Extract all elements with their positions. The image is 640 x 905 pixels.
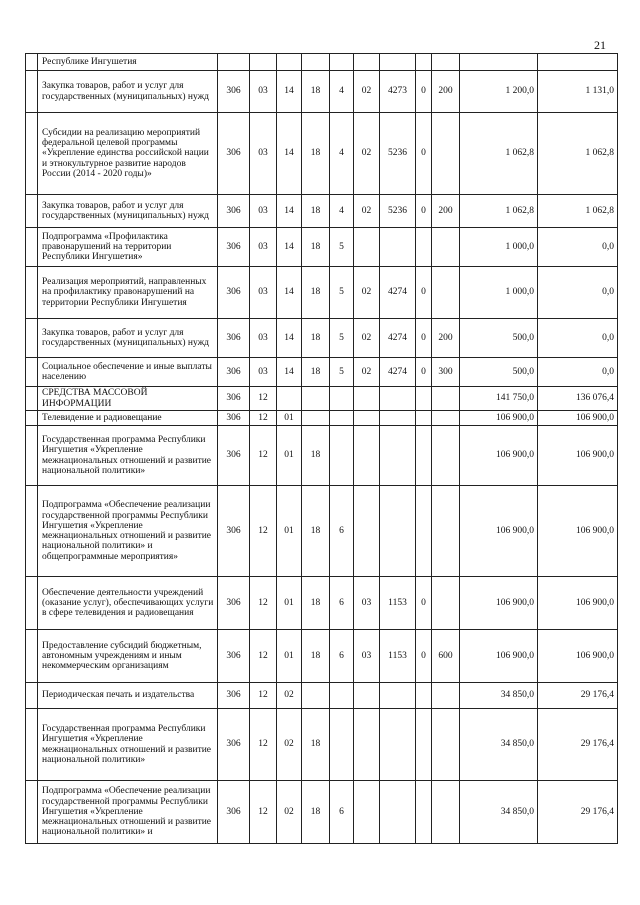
amount-planned-cell <box>460 54 538 71</box>
digit-cell: 0 <box>416 267 432 319</box>
event-cell <box>354 387 380 411</box>
digit-cell: 0 <box>416 113 432 195</box>
ministry-code-cell: 306 <box>218 630 250 683</box>
subprogram-cell: 5 <box>330 228 354 267</box>
section-cell: 12 <box>250 781 277 844</box>
row-index-cell <box>26 709 38 781</box>
section-cell: 03 <box>250 195 277 228</box>
ministry-code-cell: 306 <box>218 195 250 228</box>
row-name: Подпрограмма «Профилактика правонарушений на территории Республики Ингушетия» <box>38 228 218 267</box>
direction-cell <box>380 709 416 781</box>
subsection-cell: 14 <box>277 358 302 387</box>
row-name: Закупка товаров, работ и услуг для государственных (муниципальных) нужд <box>38 195 218 228</box>
direction-cell: 1153 <box>380 577 416 630</box>
expense-type-cell: 200 <box>432 71 460 113</box>
subprogram-cell: 5 <box>330 319 354 358</box>
table-row <box>26 630 618 683</box>
program-cell: 18 <box>302 358 330 387</box>
subprogram-cell: 5 <box>330 267 354 319</box>
subsection-cell <box>277 54 302 71</box>
direction-cell: 4274 <box>380 267 416 319</box>
subsection-cell: 01 <box>277 630 302 683</box>
amount-actual-cell: 1 062,8 <box>538 113 618 195</box>
subsection-cell <box>277 387 302 411</box>
expense-type-cell <box>432 228 460 267</box>
amount-actual-cell: 106 900,0 <box>538 630 618 683</box>
subprogram-cell <box>330 709 354 781</box>
subsection-cell: 01 <box>277 486 302 577</box>
direction-cell <box>380 781 416 844</box>
ministry-code-cell: 306 <box>218 411 250 426</box>
row-name: Подпрограмма «Обеспечение реализации государственной программы Республики Ингушетия «Укрепление межнациональных отношений и развитие национальной политики» и <box>38 781 218 844</box>
program-cell <box>302 683 330 709</box>
event-cell <box>354 486 380 577</box>
subsection-cell: 01 <box>277 577 302 630</box>
direction-cell: 1153 <box>380 630 416 683</box>
program-cell <box>302 54 330 71</box>
amount-planned-cell: 1 200,0 <box>460 71 538 113</box>
ministry-code-cell: 306 <box>218 577 250 630</box>
section-cell <box>250 54 277 71</box>
digit-cell: 0 <box>416 358 432 387</box>
section-cell: 12 <box>250 411 277 426</box>
row-index-cell <box>26 195 38 228</box>
subsection-cell: 14 <box>277 319 302 358</box>
row-index-cell <box>26 358 38 387</box>
digit-cell <box>416 426 432 486</box>
direction-cell <box>380 426 416 486</box>
budget-table <box>25 53 618 844</box>
row-name: СРЕДСТВА МАССОВОЙ ИНФОРМАЦИИ <box>38 387 218 411</box>
table-row <box>26 683 618 709</box>
subprogram-cell <box>330 683 354 709</box>
ministry-code-cell: 306 <box>218 267 250 319</box>
table-row <box>26 709 618 781</box>
event-cell: 02 <box>354 113 380 195</box>
program-cell: 18 <box>302 486 330 577</box>
digit-cell <box>416 486 432 577</box>
amount-actual-cell: 0,0 <box>538 228 618 267</box>
amount-planned-cell: 500,0 <box>460 319 538 358</box>
table-row <box>26 319 618 358</box>
expense-type-cell: 200 <box>432 319 460 358</box>
digit-cell <box>416 411 432 426</box>
direction-cell <box>380 486 416 577</box>
row-index-cell <box>26 387 38 411</box>
subprogram-cell: 6 <box>330 486 354 577</box>
program-cell <box>302 387 330 411</box>
amount-actual-cell: 106 900,0 <box>538 426 618 486</box>
amount-actual-cell <box>538 54 618 71</box>
subprogram-cell: 4 <box>330 113 354 195</box>
program-cell <box>302 411 330 426</box>
expense-type-cell: 600 <box>432 630 460 683</box>
amount-planned-cell: 106 900,0 <box>460 426 538 486</box>
ministry-code-cell: 306 <box>218 358 250 387</box>
subprogram-cell: 6 <box>330 630 354 683</box>
amount-planned-cell: 141 750,0 <box>460 387 538 411</box>
digit-cell: 0 <box>416 71 432 113</box>
program-cell: 18 <box>302 195 330 228</box>
table-row <box>26 577 618 630</box>
expense-type-cell <box>432 54 460 71</box>
amount-planned-cell: 1 000,0 <box>460 267 538 319</box>
expense-type-cell <box>432 683 460 709</box>
digit-cell: 0 <box>416 577 432 630</box>
program-cell: 18 <box>302 228 330 267</box>
amount-planned-cell: 106 900,0 <box>460 486 538 577</box>
row-index-cell <box>26 113 38 195</box>
subsection-cell: 02 <box>277 683 302 709</box>
digit-cell <box>416 54 432 71</box>
digit-cell <box>416 781 432 844</box>
event-cell: 02 <box>354 71 380 113</box>
digit-cell: 0 <box>416 319 432 358</box>
event-cell <box>354 683 380 709</box>
event-cell: 02 <box>354 358 380 387</box>
subsection-cell: 01 <box>277 426 302 486</box>
table-row <box>26 195 618 228</box>
section-cell: 03 <box>250 358 277 387</box>
subprogram-cell: 4 <box>330 195 354 228</box>
amount-planned-cell: 1 000,0 <box>460 228 538 267</box>
row-index-cell <box>26 683 38 709</box>
table-row <box>26 358 618 387</box>
expense-type-cell <box>432 267 460 319</box>
expense-type-cell <box>432 411 460 426</box>
amount-planned-cell: 106 900,0 <box>460 577 538 630</box>
amount-actual-cell: 0,0 <box>538 319 618 358</box>
expense-type-cell <box>432 577 460 630</box>
section-cell: 12 <box>250 426 277 486</box>
amount-actual-cell: 1 131,0 <box>538 71 618 113</box>
subprogram-cell <box>330 426 354 486</box>
section-cell: 12 <box>250 683 277 709</box>
table-row <box>26 486 618 577</box>
row-index-cell <box>26 228 38 267</box>
program-cell: 18 <box>302 709 330 781</box>
program-cell: 18 <box>302 426 330 486</box>
subprogram-cell <box>330 54 354 71</box>
amount-actual-cell: 1 062,8 <box>538 195 618 228</box>
event-cell <box>354 54 380 71</box>
amount-planned-cell: 500,0 <box>460 358 538 387</box>
table-row <box>26 228 618 267</box>
amount-actual-cell: 106 900,0 <box>538 486 618 577</box>
row-name: Закупка товаров, работ и услуг для государственных (муниципальных) нужд <box>38 319 218 358</box>
section-cell: 12 <box>250 630 277 683</box>
event-cell <box>354 709 380 781</box>
row-name: Государственная программа Республики Ингушетия «Укрепление межнациональных отношений и развитие национальной политики» <box>38 426 218 486</box>
row-index-cell <box>26 577 38 630</box>
row-name: Государственная программа Республики Ингушетия «Укрепление межнациональных отношений и развитие национальной политики» <box>38 709 218 781</box>
subsection-cell: 02 <box>277 781 302 844</box>
subsection-cell: 02 <box>277 709 302 781</box>
row-name: Социальное обеспечение и иные выплаты населению <box>38 358 218 387</box>
section-cell: 12 <box>250 486 277 577</box>
subsection-cell: 14 <box>277 267 302 319</box>
event-cell <box>354 426 380 486</box>
direction-cell <box>380 411 416 426</box>
section-cell: 12 <box>250 577 277 630</box>
table-row <box>26 411 618 426</box>
program-cell: 18 <box>302 577 330 630</box>
ministry-code-cell: 306 <box>218 486 250 577</box>
row-name: Республике Ингушетия <box>38 54 218 71</box>
row-index-cell <box>26 54 38 71</box>
table-row <box>26 781 618 844</box>
subsection-cell: 14 <box>277 195 302 228</box>
table-row <box>26 54 618 71</box>
table-row <box>26 267 618 319</box>
event-cell <box>354 411 380 426</box>
row-index-cell <box>26 411 38 426</box>
expense-type-cell: 200 <box>432 195 460 228</box>
event-cell: 02 <box>354 267 380 319</box>
direction-cell <box>380 54 416 71</box>
section-cell: 03 <box>250 319 277 358</box>
row-index-cell <box>26 630 38 683</box>
expense-type-cell <box>432 113 460 195</box>
digit-cell: 0 <box>416 630 432 683</box>
amount-planned-cell: 1 062,8 <box>460 195 538 228</box>
section-cell: 03 <box>250 267 277 319</box>
row-index-cell <box>26 319 38 358</box>
subsection-cell: 01 <box>277 411 302 426</box>
digit-cell <box>416 228 432 267</box>
section-cell: 03 <box>250 113 277 195</box>
expense-type-cell <box>432 486 460 577</box>
row-name: Подпрограмма «Обеспечение реализации государственной программы Республики Ингушетия «Укрепление межнациональных отношений и развитие национальной политики» и общепрограммные мероприятия» <box>38 486 218 577</box>
subsection-cell: 14 <box>277 228 302 267</box>
ministry-code-cell: 306 <box>218 71 250 113</box>
direction-cell <box>380 387 416 411</box>
ministry-code-cell: 306 <box>218 228 250 267</box>
row-name: Обеспечение деятельности учреждений (оказание услуг), обеспечивающих услуги в сфере телевидения и радиовещания <box>38 577 218 630</box>
amount-planned-cell: 34 850,0 <box>460 709 538 781</box>
row-index-cell <box>26 486 38 577</box>
event-cell <box>354 781 380 844</box>
amount-actual-cell: 29 176,4 <box>538 781 618 844</box>
subprogram-cell: 4 <box>330 71 354 113</box>
program-cell: 18 <box>302 113 330 195</box>
row-name: Периодическая печать и издательства <box>38 683 218 709</box>
row-name: Реализация мероприятий, направленных на профилактику правонарушений на территории Республики Ингушетия <box>38 267 218 319</box>
direction-cell: 4274 <box>380 319 416 358</box>
subsection-cell: 14 <box>277 71 302 113</box>
ministry-code-cell <box>218 54 250 71</box>
direction-cell <box>380 683 416 709</box>
program-cell: 18 <box>302 630 330 683</box>
direction-cell: 4273 <box>380 71 416 113</box>
event-cell: 03 <box>354 630 380 683</box>
amount-actual-cell: 0,0 <box>538 267 618 319</box>
table-row <box>26 426 618 486</box>
amount-planned-cell: 106 900,0 <box>460 411 538 426</box>
row-name: Телевидение и радиовещание <box>38 411 218 426</box>
section-cell: 12 <box>250 387 277 411</box>
ministry-code-cell: 306 <box>218 781 250 844</box>
row-index-cell <box>26 781 38 844</box>
program-cell: 18 <box>302 71 330 113</box>
table-row <box>26 387 618 411</box>
amount-planned-cell: 34 850,0 <box>460 683 538 709</box>
event-cell: 02 <box>354 195 380 228</box>
amount-actual-cell: 106 900,0 <box>538 411 618 426</box>
subprogram-cell <box>330 411 354 426</box>
expense-type-cell <box>432 781 460 844</box>
amount-actual-cell: 106 900,0 <box>538 577 618 630</box>
amount-actual-cell: 136 076,4 <box>538 387 618 411</box>
event-cell: 03 <box>354 577 380 630</box>
ministry-code-cell: 306 <box>218 683 250 709</box>
digit-cell <box>416 709 432 781</box>
amount-actual-cell: 29 176,4 <box>538 683 618 709</box>
ministry-code-cell: 306 <box>218 709 250 781</box>
row-name: Предоставление субсидий бюджетным, автономным учреждениям и иным некоммерческим организациям <box>38 630 218 683</box>
expense-type-cell: 300 <box>432 358 460 387</box>
subprogram-cell: 6 <box>330 577 354 630</box>
subprogram-cell <box>330 387 354 411</box>
ministry-code-cell: 306 <box>218 113 250 195</box>
digit-cell <box>416 387 432 411</box>
section-cell: 12 <box>250 709 277 781</box>
amount-actual-cell: 29 176,4 <box>538 709 618 781</box>
direction-cell: 5236 <box>380 113 416 195</box>
subsection-cell: 14 <box>277 113 302 195</box>
expense-type-cell <box>432 387 460 411</box>
section-cell: 03 <box>250 228 277 267</box>
ministry-code-cell: 306 <box>218 319 250 358</box>
row-index-cell <box>26 267 38 319</box>
section-cell: 03 <box>250 71 277 113</box>
ministry-code-cell: 306 <box>218 426 250 486</box>
row-index-cell <box>26 426 38 486</box>
expense-type-cell <box>432 709 460 781</box>
direction-cell: 4274 <box>380 358 416 387</box>
event-cell: 02 <box>354 319 380 358</box>
amount-planned-cell: 1 062,8 <box>460 113 538 195</box>
program-cell: 18 <box>302 781 330 844</box>
amount-planned-cell: 34 850,0 <box>460 781 538 844</box>
amount-actual-cell: 0,0 <box>538 358 618 387</box>
page-number: 21 <box>594 38 606 52</box>
digit-cell: 0 <box>416 195 432 228</box>
table-row <box>26 71 618 113</box>
row-name: Субсидии на реализацию мероприятий федеральной целевой программы «Укрепление единства российской нации и этнокультурное развитие народов России (2014 - 2020 годы)» <box>38 113 218 195</box>
direction-cell <box>380 228 416 267</box>
digit-cell <box>416 683 432 709</box>
subprogram-cell: 5 <box>330 358 354 387</box>
amount-planned-cell: 106 900,0 <box>460 630 538 683</box>
direction-cell: 5236 <box>380 195 416 228</box>
row-index-cell <box>26 71 38 113</box>
expense-type-cell <box>432 426 460 486</box>
program-cell: 18 <box>302 267 330 319</box>
ministry-code-cell: 306 <box>218 387 250 411</box>
subprogram-cell: 6 <box>330 781 354 844</box>
event-cell <box>354 228 380 267</box>
table-row <box>26 113 618 195</box>
program-cell: 18 <box>302 319 330 358</box>
row-name: Закупка товаров, работ и услуг для государственных (муниципальных) нужд <box>38 71 218 113</box>
